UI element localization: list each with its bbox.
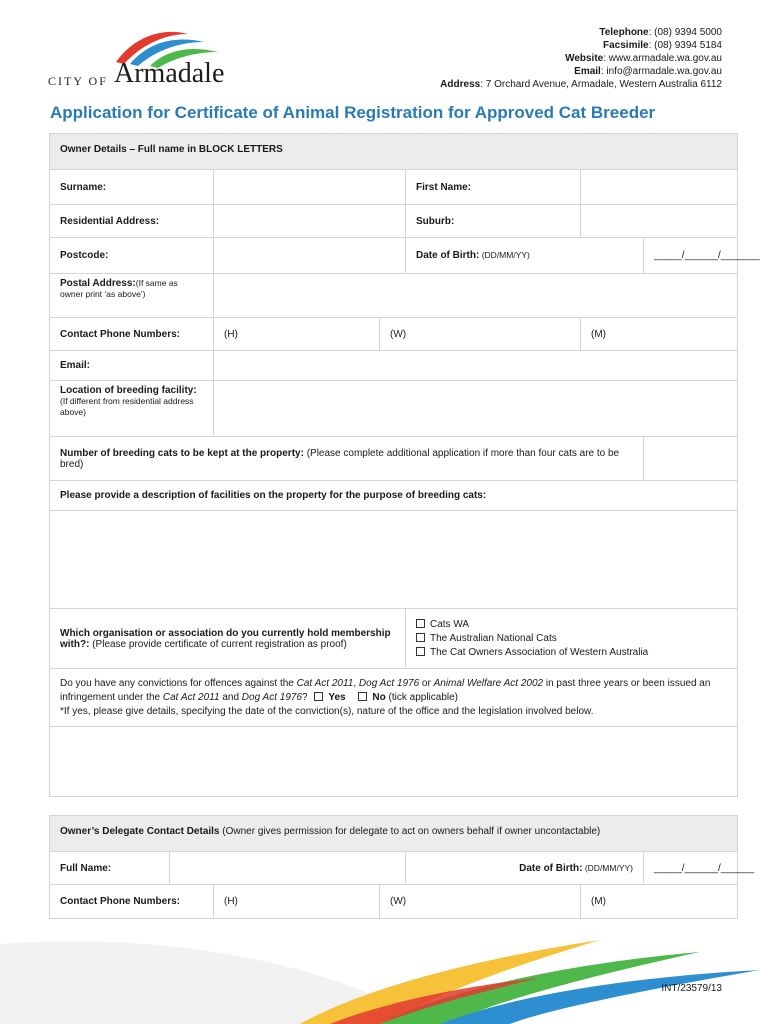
- delegate-phone-mobile-field[interactable]: (M): [581, 885, 738, 919]
- email-line: Email: info@armadale.wa.gov.au: [574, 66, 722, 77]
- postcode-field[interactable]: [214, 238, 406, 274]
- phone-home-field[interactable]: (H): [214, 318, 380, 351]
- first-name-field[interactable]: [581, 170, 738, 205]
- convictions-question: Do you have any convictions for offences against the Cat Act 2011, Dog Act 1976 or Animal Welfare Act 2002 in past three years or been issued an infringement under the Cat Act 2011 and Dog Act 1976? Yes No (tick applicable) *If yes, please give details, specifying the date of the conviction(s), nature of the office and the legislation involved below.: [50, 669, 738, 727]
- no-checkbox-icon[interactable]: [358, 692, 367, 701]
- org-options: [406, 609, 738, 669]
- dob-field[interactable]: _____/______/_______: [644, 238, 738, 274]
- delegate-section-header: Owner’s Delegate Contact Details (Owner gives permission for delegate to act on owners behalf if owner uncontactable): [50, 816, 738, 852]
- yes-checkbox-icon[interactable]: [314, 692, 323, 701]
- residential-address-label: Residential Address:: [50, 205, 214, 238]
- suburb-label: Suburb:: [406, 205, 581, 238]
- phone-mobile-field[interactable]: (M): [581, 318, 738, 351]
- delegate-phone-work-field[interactable]: (W): [380, 885, 581, 919]
- postal-address-label: Postal Address:(If same as owner print ‘as above’): [50, 274, 214, 318]
- delegate-phone-numbers-label: Contact Phone Numbers:: [50, 885, 214, 919]
- convictions-details-field[interactable]: [50, 727, 738, 797]
- facilities-field[interactable]: [50, 511, 738, 609]
- contact-details: [440, 26, 722, 91]
- email-field[interactable]: [214, 351, 738, 381]
- postal-address-field[interactable]: [214, 274, 738, 318]
- delegate-details-table: [49, 815, 755, 919]
- footer-swoosh-graphic: [0, 930, 770, 1024]
- owner-section-header: Owner Details – Full name in BLOCK LETTERS: [50, 134, 738, 170]
- phone-work-field[interactable]: (W): [380, 318, 581, 351]
- org-label: Which organisation or association do you currently hold membership with?: (Please provide certificate of current registration as proof): [50, 609, 406, 669]
- logo-name-text: Armadale: [114, 58, 225, 89]
- yes-label: Yes: [328, 691, 346, 703]
- num-cats-field[interactable]: [644, 437, 738, 481]
- no-label: No: [372, 691, 386, 703]
- suburb-field[interactable]: [581, 205, 738, 238]
- page-title: Application for Certificate of Animal Registration for Approved Cat Breeder: [50, 103, 656, 122]
- location-field[interactable]: [214, 381, 738, 437]
- postcode-label: Postcode:: [50, 238, 214, 274]
- delegate-full-name-field[interactable]: [170, 852, 406, 885]
- org-option-cats-wa[interactable]: Cats WA: [416, 618, 727, 632]
- first-name-label: First Name:: [406, 170, 581, 205]
- checkbox-icon[interactable]: [416, 647, 425, 656]
- phone-numbers-label: Contact Phone Numbers:: [50, 318, 214, 351]
- num-cats-label: Number of breeding cats to be kept at the property: (Please complete additional application if more than four cats are to be bred): [50, 437, 644, 481]
- surname-field[interactable]: [214, 170, 406, 205]
- telephone-line: Telephone: (08) 9394 5000: [599, 27, 722, 38]
- logo-city-text: CITY OF: [48, 74, 108, 88]
- surname-label: Surname:: [50, 170, 214, 205]
- form-reference: INT/23579/13: [661, 983, 722, 994]
- city-logo: [46, 26, 246, 96]
- application-form: [49, 133, 760, 919]
- delegate-full-name-label: Full Name:: [50, 852, 170, 885]
- delegate-dob-field[interactable]: _____/______/______: [644, 852, 738, 885]
- convictions-details-hint: *If yes, please give details, specifying the date of the conviction(s), nature of the office and the legislation involved below.: [60, 705, 594, 717]
- tick-hint: (tick applicable): [388, 691, 459, 703]
- checkbox-icon[interactable]: [416, 633, 425, 642]
- email-label: Email:: [50, 351, 214, 381]
- website-line: Website: www.armadale.wa.gov.au: [565, 53, 722, 64]
- owner-details-table: [49, 133, 760, 797]
- org-option-coawa[interactable]: The Cat Owners Association of Western Australia: [416, 646, 727, 660]
- address-line: Address: 7 Orchard Avenue, Armadale, Western Australia 6112: [440, 79, 722, 90]
- location-label: Location of breeding facility: (If different from residential address above): [50, 381, 214, 437]
- residential-address-field[interactable]: [214, 205, 406, 238]
- checkbox-icon[interactable]: [416, 619, 425, 628]
- facsimile-line: Facsimile: (08) 9394 5184: [603, 40, 722, 51]
- delegate-phone-home-field[interactable]: (H): [214, 885, 380, 919]
- facilities-label: Please provide a description of facilities on the property for the purpose of breeding cats:: [50, 481, 738, 511]
- org-option-anc[interactable]: The Australian National Cats: [416, 632, 727, 646]
- delegate-dob-label: Date of Birth: (DD/MM/YY): [406, 852, 644, 885]
- dob-label: Date of Birth: (DD/MM/YY): [406, 238, 644, 274]
